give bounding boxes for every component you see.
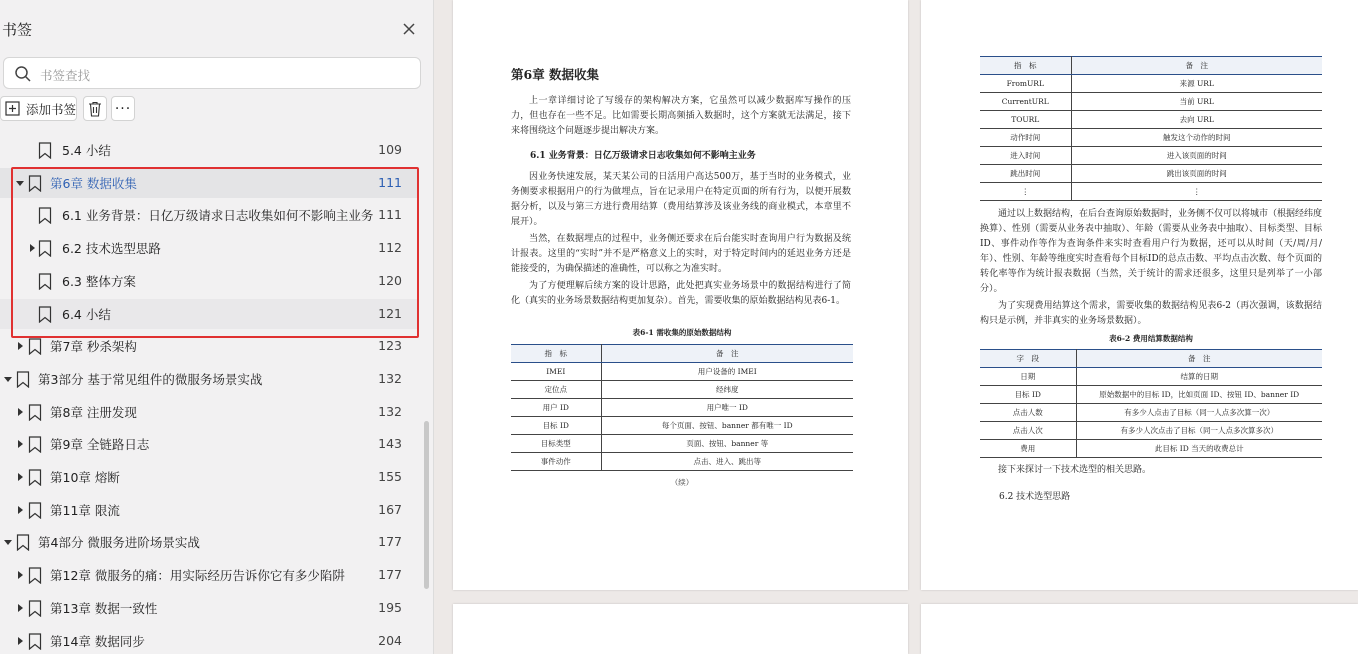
paragraph: 为了方便理解后续方案的设计思路，此处把真实业务场景中的数据结构进行了简化（真实的业务场景数据结构更加复杂）。首先，需要收集的原始数据结构见表6-1。 xyxy=(511,281,851,306)
caret-right-icon[interactable] xyxy=(16,341,24,351)
bookmark-label: 5.4 小结 xyxy=(62,143,111,158)
table-cell: 点击、进入、跳出等 xyxy=(601,453,853,471)
bookmark-icon xyxy=(38,142,52,159)
table-cell: CurrentURL xyxy=(980,93,1071,111)
bookmark-item[interactable] xyxy=(0,364,418,394)
sidebar-scrollbar[interactable] xyxy=(424,421,429,589)
bookmark-page-number: 195 xyxy=(378,599,402,615)
bookmark-icon xyxy=(16,534,30,551)
caret-right-icon[interactable] xyxy=(16,505,24,515)
bookmark-label: 6.4 小结 xyxy=(62,306,111,322)
table-cell: 有多少人点击了目标（同一人点多次算一次） xyxy=(1076,404,1322,422)
bookmark-panel xyxy=(0,0,434,654)
table-row xyxy=(980,183,1322,201)
bookmark-page-number: 111 xyxy=(378,174,402,190)
caret-down-icon[interactable] xyxy=(4,374,12,384)
bookmark-item[interactable] xyxy=(0,135,418,165)
bookmark-page-number: 132 xyxy=(378,403,402,419)
table-cell: 事件动作 xyxy=(511,453,601,471)
table-cell: 每个页面、按钮、banner 都有唯一 ID xyxy=(601,417,853,435)
bookmark-page-number: 204 xyxy=(378,632,402,648)
table-header-row xyxy=(980,350,1322,368)
bookmark-page-number: 143 xyxy=(378,436,402,452)
table-row xyxy=(980,147,1322,165)
bookmark-page-number: 112 xyxy=(378,240,402,256)
table-header-cell: 指 标 xyxy=(511,345,601,363)
bookmark-icon xyxy=(28,502,42,519)
caret-right-icon[interactable] xyxy=(16,439,24,449)
table-cell: 用户 ID xyxy=(511,399,601,417)
table-cell: 触发这个动作的时间 xyxy=(1071,129,1322,147)
data-table xyxy=(980,349,1322,458)
table-header-row xyxy=(511,345,853,363)
table-header-row xyxy=(980,57,1322,75)
bookmark-label: 第6章 数据收集 xyxy=(50,175,137,191)
caret-right-icon[interactable] xyxy=(16,407,24,417)
table-cell: 此目标 ID 当天的收费总计 xyxy=(1076,440,1322,458)
bookmark-icon xyxy=(28,567,42,584)
table-cell: 经纬度 xyxy=(601,381,853,399)
table-cell: 去向 URL xyxy=(1071,111,1322,129)
more-options-button[interactable]: ··· xyxy=(111,96,135,121)
document-page xyxy=(453,604,908,654)
bookmark-icon xyxy=(28,404,42,421)
bookmark-label: 6.3 整体方案 xyxy=(62,273,136,289)
bookmark-icon xyxy=(28,338,42,355)
bookmark-item[interactable] xyxy=(0,527,418,557)
bookmark-icon xyxy=(28,600,42,617)
search-icon xyxy=(14,65,32,83)
bookmark-label: 第11章 限流 xyxy=(50,502,120,518)
table-cell: TOURL xyxy=(980,111,1071,129)
continued-label: （续） xyxy=(670,478,694,487)
table-row xyxy=(980,93,1322,111)
table-cell: FromURL xyxy=(980,75,1071,93)
table-cell: 定位点 xyxy=(511,381,601,399)
table-cell: IMEI xyxy=(511,363,601,381)
table-cell: 点击人次 xyxy=(980,422,1076,440)
bookmark-icon xyxy=(28,436,42,453)
section-title: 6.1 业务背景：日亿万级请求日志收集如何不影响主业务 xyxy=(530,151,756,161)
bookmark-label: 第9章 全链路日志 xyxy=(50,437,150,453)
table-cell: 来源 URL xyxy=(1071,75,1322,93)
bookmark-label: 第14章 数据同步 xyxy=(50,633,145,649)
chapter-title: 第6章 数据收集 xyxy=(511,67,600,82)
bookmark-page-number: 177 xyxy=(378,534,402,550)
table-cell: 日期 xyxy=(980,368,1076,386)
paragraph: 当然，在数据埋点的过程中，业务侧还要求在后台能实时查询用户行为数据及统计报表。这里的“实时”并不是严格意义上的实时，对于特定时间内的延迟业务方还是能接受的，为确保描述的准确性，可以称之为准实时。 xyxy=(511,234,851,274)
bookmark-page-number: 111 xyxy=(378,207,402,223)
bookmark-page-number: 123 xyxy=(378,338,402,354)
table-cell: 有多少人次点击了目标（同一人点多次算多次） xyxy=(1076,422,1322,440)
bookmark-page-number: 155 xyxy=(378,469,402,484)
intro-paragraph: 上一章详细讨论了写缓存的架构解决方案，它虽然可以减少数据库写操作的压力，但也存在一些不足。比如需要长期高频插入数据时，这个方案就无法满足，接下来将围绕这个问题逐步提出解决方案。 xyxy=(511,96,851,136)
caret-down-icon[interactable] xyxy=(4,537,12,547)
table-header-cell: 备 注 xyxy=(1071,57,1322,75)
section-title: 6.2 技术选型思路 xyxy=(999,492,1071,502)
caret-right-icon[interactable] xyxy=(16,472,24,482)
table-row xyxy=(511,399,853,417)
bookmark-label: 第8章 注册发现 xyxy=(50,404,137,420)
table-cell: 用户设备的 IMEI xyxy=(601,363,853,381)
paragraph: 通过以上数据结构，在后台查询原始数据时，业务侧不仅可以将城市（根据经纬度换算）、性别（需要从业务表中抽取）、年龄（需要从业务表中抽取）、目标类型、目标ID、事件动作等作为查询条件来实时查看用户行为数据，还可以从时间（天/周/月/年）、性别、年龄等维度实时查看每个目标ID的总点击数、平均点击次数、每个页面的转化率等作为统计报表数据（当然，关于统计的需求还很多，这里只是列举了一小部分）。 xyxy=(980,209,1323,294)
bookmark-item[interactable] xyxy=(0,495,418,525)
table-header-cell: 备 注 xyxy=(1076,350,1322,368)
table-row xyxy=(980,368,1322,386)
bookmark-label: 6.2 技术选型思路 xyxy=(62,241,161,257)
table-cell: 目标 ID xyxy=(980,386,1076,404)
bookmark-item[interactable] xyxy=(0,626,418,654)
bookmark-page-number: 167 xyxy=(378,501,402,517)
table-caption: 表6-2 费用结算数据结构 xyxy=(1109,334,1193,343)
table-row xyxy=(980,111,1322,129)
table-row xyxy=(980,404,1322,422)
bookmark-item[interactable] xyxy=(0,462,418,492)
table-row xyxy=(980,422,1322,440)
table-cell: 费用 xyxy=(980,440,1076,458)
table-cell: 跳出该页面的时间 xyxy=(1071,165,1322,183)
table-row xyxy=(980,75,1322,93)
bookmark-icon xyxy=(28,469,42,486)
bookmark-item[interactable] xyxy=(0,560,418,590)
bookmark-page-number: 120 xyxy=(378,272,402,288)
table-row xyxy=(980,440,1322,458)
table-row xyxy=(511,381,853,399)
table-row xyxy=(511,435,853,453)
bookmark-page-number: 121 xyxy=(378,305,402,321)
bookmark-icon xyxy=(28,633,42,650)
add-bookmark-icon xyxy=(5,101,20,116)
trash-icon xyxy=(88,101,102,117)
table-cell: 目标类型 xyxy=(511,435,601,453)
table-row xyxy=(980,129,1322,147)
table-cell: ⋮ xyxy=(1071,183,1322,201)
table-row xyxy=(511,453,853,471)
bookmark-label: 第7章 秒杀架构 xyxy=(50,339,137,355)
table-cell: 点击人数 xyxy=(980,404,1076,422)
bookmark-search-input[interactable] xyxy=(3,57,421,89)
paragraph: 因业务快速发展，某天某公司的日活用户高达500万，基于当时的业务模式，业务侧要求根据用户的行为做埋点，旨在记录用户在特定页面的所有行为，以便开展数据分析，以及与第三方进行费用结算（费用结算涉及该业务线的商业模式，本章里不展开）。 xyxy=(511,172,851,227)
table-cell: 跳出时间 xyxy=(980,165,1071,183)
caret-right-icon[interactable] xyxy=(16,603,24,613)
table-cell: 当前 URL xyxy=(1071,93,1322,111)
paragraph: 接下来探讨一下技术选型的相关思路。 xyxy=(998,465,1152,475)
add-bookmark-button[interactable] xyxy=(0,96,77,121)
bookmark-label: 第4部分 微服务进阶场景实战 xyxy=(38,535,200,551)
bookmark-label: 第13章 数据一致性 xyxy=(50,600,158,616)
delete-bookmark-button[interactable] xyxy=(83,96,107,121)
bookmark-item[interactable] xyxy=(0,429,418,459)
table-cell: 结算的日期 xyxy=(1076,368,1322,386)
table-cell: 原始数据中的目标 ID，比如页面 ID、按钮 ID、banner ID xyxy=(1076,386,1322,404)
bookmark-label: 第3部分 基于常见组件的微服务场景实战 xyxy=(38,371,263,387)
table-cell: 动作时间 xyxy=(980,129,1071,147)
table-cell: ⋮ xyxy=(980,183,1071,201)
bookmark-page-number: 109 xyxy=(378,142,402,157)
bookmark-label: 第10章 熔断 xyxy=(50,470,120,485)
search-placeholder: 书签查找 xyxy=(40,68,91,83)
table-cell: 进入时间 xyxy=(980,147,1071,165)
table-row xyxy=(980,386,1322,404)
bookmark-label: 6.1 业务背景：日亿万级请求日志收集如何不影响主业务 xyxy=(62,208,374,224)
table-row xyxy=(511,417,853,435)
highlight-box xyxy=(11,167,419,338)
bookmark-toolbar xyxy=(0,96,434,122)
panel-title: 书签 xyxy=(2,21,33,39)
bookmark-label: 第12章 微服务的痛：用实际经历告诉你它有多少陷阱 xyxy=(50,568,345,584)
caret-right-icon[interactable] xyxy=(16,570,24,580)
document-page xyxy=(921,604,1358,654)
bookmark-page-number: 132 xyxy=(378,370,402,386)
bookmark-page-number: 177 xyxy=(378,567,402,583)
close-icon[interactable] xyxy=(401,21,417,37)
table-cell: 进入该页面的时间 xyxy=(1071,147,1322,165)
bookmark-icon xyxy=(16,371,30,388)
table-cell: 用户唯一 ID xyxy=(601,399,853,417)
table-header-cell: 字 段 xyxy=(980,350,1076,368)
bookmark-item[interactable] xyxy=(0,397,418,427)
bookmark-item[interactable] xyxy=(0,593,418,623)
table-header-cell: 指 标 xyxy=(980,57,1071,75)
document-page-right xyxy=(921,0,1358,590)
data-table xyxy=(980,56,1322,201)
data-table xyxy=(511,344,853,471)
document-page-left xyxy=(453,0,908,590)
table-cell: 目标 ID xyxy=(511,417,601,435)
table-cell: 页面、按钮、banner 等 xyxy=(601,435,853,453)
paragraph: 为了实现费用结算这个需求，需要收集的数据结构见表6-2（再次强调，该数据结构只是示例，并非真实的业务场景数据）。 xyxy=(980,301,1322,326)
table-header-cell: 备 注 xyxy=(601,345,853,363)
table-row xyxy=(511,363,853,381)
table-caption: 表6-1 需收集的原始数据结构 xyxy=(632,328,732,337)
caret-right-icon[interactable] xyxy=(16,636,24,646)
add-bookmark-label: 添加书签 xyxy=(26,101,77,117)
table-row xyxy=(980,165,1322,183)
